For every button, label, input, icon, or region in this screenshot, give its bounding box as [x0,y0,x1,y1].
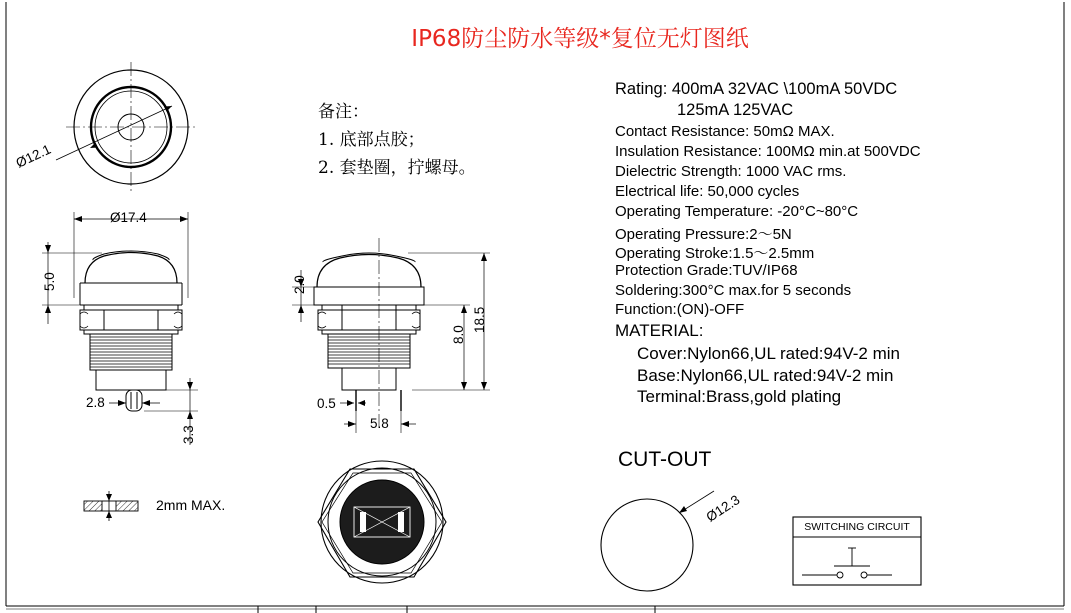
spec-operating-pressure: Operating Pressure:2～5N [615,226,792,243]
spec-material-cover: Cover:Nylon66,UL rated:94V-2 min [637,344,901,363]
bottom-view [318,461,446,583]
spec-soldering: Soldering:300°C max.for 5 seconds [615,282,852,299]
dim-pin-spacing-side: 5.8 [370,416,389,431]
spec-electrical-life: Electrical life: 50,000 cycles [615,183,800,200]
front-view [42,212,198,445]
notes-heading: 备注： [318,102,369,122]
spec-material-heading: MATERIAL: [615,321,704,340]
dim-pin-spacing-front: 2.8 [86,395,105,410]
spec-operating-stroke: Operating Stroke:1.5～2.5mm [615,245,815,262]
spec-rating-line1: Rating: 400mA 32VAC \100mA 50VDC [615,80,898,98]
spec-material-base: Base:Nylon66,UL rated:94V-2 min [637,366,894,385]
spec-insulation-resistance: Insulation Resistance: 100MΩ min.at 500VDC [615,143,921,160]
spec-material-terminal: Terminal:Brass,gold plating [637,387,842,406]
gasket-detail [84,491,138,521]
dim-pin-thickness: 0.5 [317,396,336,411]
switching-circuit-title: SWITCHING CIRCUIT [804,521,910,533]
drawing-title: IP68防尘防水等级*复位无灯图纸 [411,26,749,52]
dim-body-width: Ø17.4 [110,210,147,225]
spec-operating-temperature: Operating Temperature: -20°C~80°C [615,203,859,220]
cutout-view [601,491,714,591]
dim-top-diameter: Ø12.1 [13,141,54,171]
dim-cutout-diameter: Ø12.3 [703,492,743,525]
note-item: 2. 套垫圈，拧螺母。 [318,158,476,178]
dim-cap-height-front: 5.0 [42,272,57,291]
spec-contact-resistance: Contact Resistance: 50mΩ MAX. [615,123,835,140]
spec-function: Function:(ON)-OFF [615,301,745,318]
cutout-title: CUT-OUT [618,448,712,471]
dim-cap-height-side: 2.0 [292,275,307,294]
note-item: 1. 底部点胶； [318,130,425,150]
spec-protection-grade: Protection Grade:TUV/IP68 [615,262,798,279]
dim-pin-length: 3.3 [181,425,196,444]
dim-panel-thickness: 2mm MAX. [156,497,226,513]
notes-block [318,98,476,182]
dim-total-height: 18.5 [472,306,487,333]
top-view [56,62,196,192]
dim-thread-length: 8.0 [451,325,466,344]
spec-dielectric-strength: Dielectric Strength: 1000 VAC rms. [615,163,847,180]
spec-rating-line2: 125mA 125VAC [677,101,794,119]
